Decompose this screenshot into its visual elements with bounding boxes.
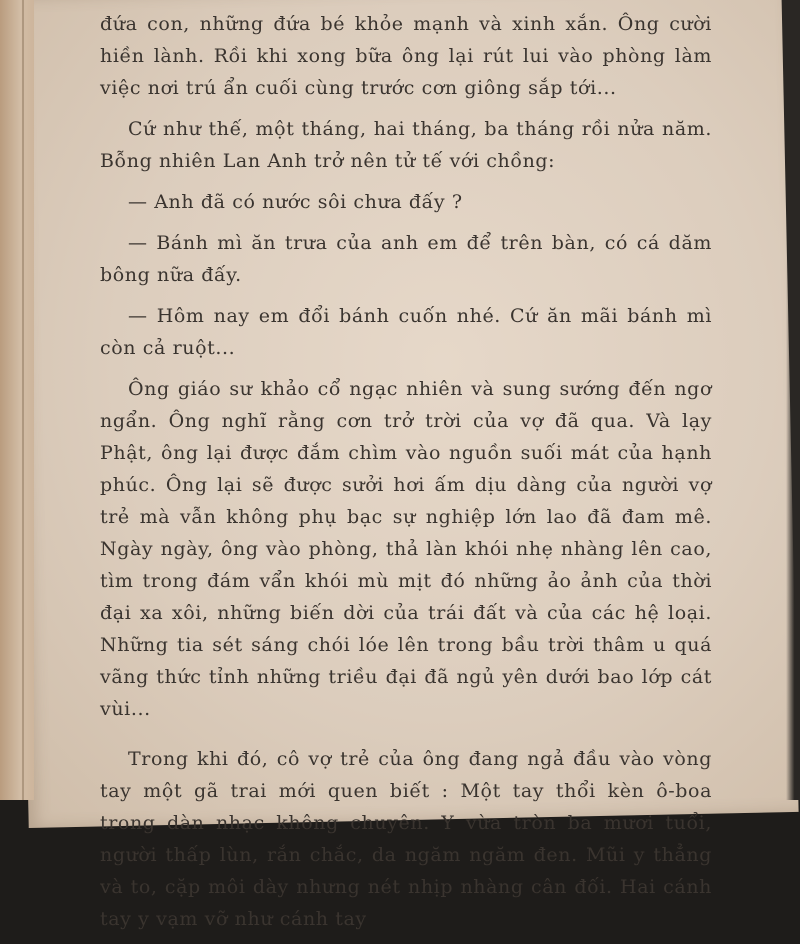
dialogue-line-2: — Bánh mì ăn trưa của anh em để trên bàn, có cá dăm bông nữa đấy. — [100, 232, 712, 286]
paragraph-professor: Ông giáo sư khảo cổ ngạc nhiên và sung sướng đến ngơ ngẩn. Ông nghĩ rằng cơn trở trời của vợ đã qua. Và lạy Phật, ông lại được đắm chìm vào nguồn suối mát của hạnh phúc. Ông lại sẽ được sưởi hơi ấm dịu dàng của người vợ trẻ mà vẫn không phụ bạc sự nghiệp lớn lao đã đam mê. Ngày ngày, ông vào phòng, thả làn khói nhẹ nhàng lên cao, tìm trong đám vẩn khói mù mịt đó những ảo ảnh của thời đại xa xôi, những biến dời của trái đất và của các hệ loại. Những tia sét sáng chói lóe lên trong bầu trời thâm u quá vãng thức tỉnh những triều đại đã ngủ yên dưới bao lớp cát vùi... — [100, 378, 712, 720]
page-text — [100, 8, 712, 944]
paragraph-month-passing: Cứ như thế, một tháng, hai tháng, ba tháng rồi nửa năm. Bỗng nhiên Lan Anh trở nên tử tế với chồng: — [100, 118, 712, 172]
paragraph-continuation: đứa con, những đứa bé khỏe mạnh và xinh xắn. Ông cười hiền lành. Rồi khi xong bữa ông lại rút lui vào phòng làm việc nơi trú ẩn cuối cùng trước cơn giông sắp tới... — [100, 13, 712, 99]
page-spine-edge — [0, 0, 34, 800]
dialogue-line-3: — Hôm nay em đổi bánh cuốn nhé. Cứ ăn mãi bánh mì còn cả ruột... — [100, 305, 712, 359]
page-right-shadow — [786, 0, 800, 800]
dialogue-line-1: — Anh đã có nước sôi chưa đấy ? — [128, 191, 463, 213]
paragraph-meanwhile: Trong khi đó, cô vợ trẻ của ông đang ngả đầu vào vòng tay một gã trai mới quen biết : Một tay thổi kèn ô-boa trong dàn nhạc không chuyên. Y vừa tròn ba mươi tuổi, người thấp lùn, rắn chắc, da ngăm ngăm đen. Mũi y thẳng và to, cặp môi dày nhưng nét nhịp nhàng cân đối. Hai cánh tay y vạm vỡ như cánh tay — [100, 748, 712, 930]
